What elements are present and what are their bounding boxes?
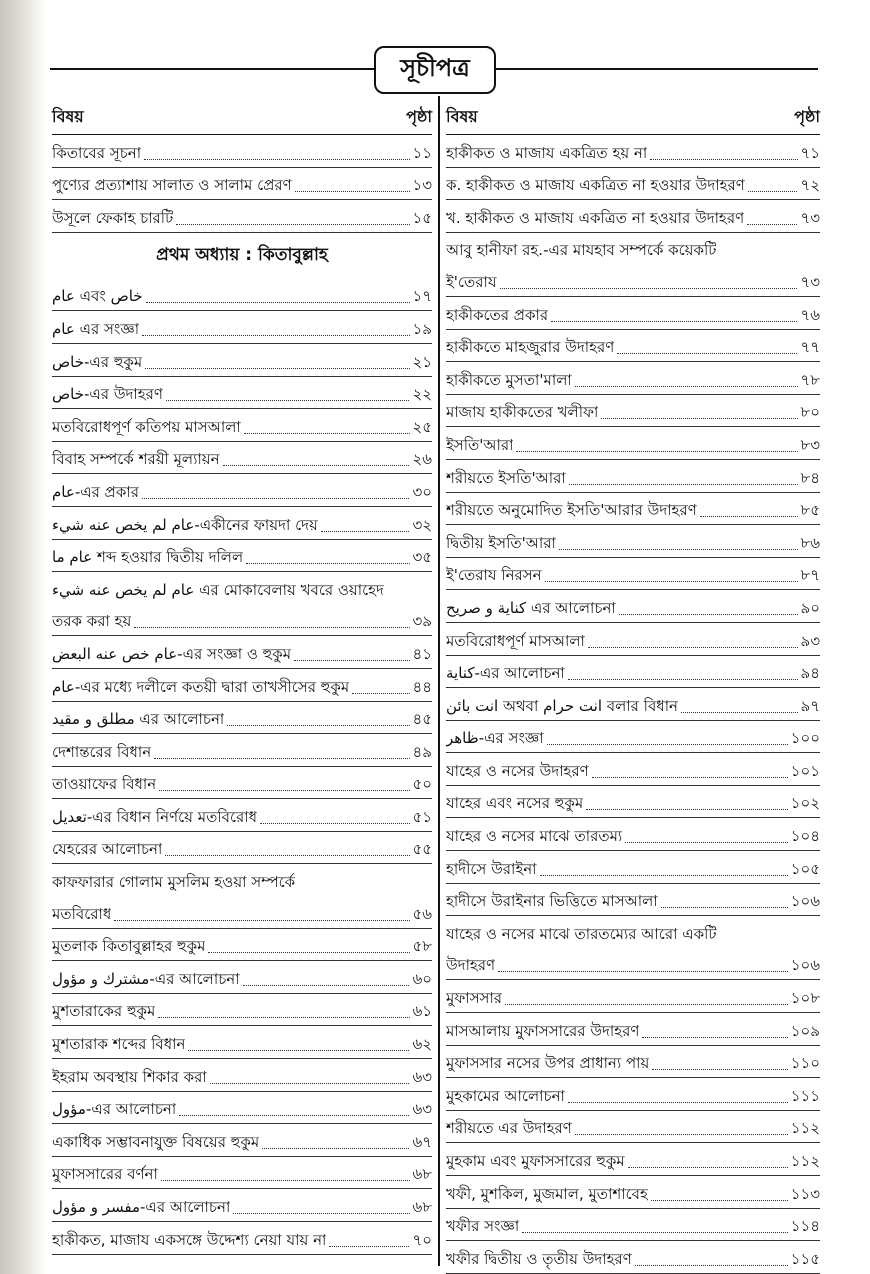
entry-page-number: ৭৬	[800, 305, 820, 324]
entry-title: عام ما শব্দ হওয়ার দ্বিতীয় দলিল	[52, 548, 244, 567]
entry-title: খফীর দ্বিতীয় ও তৃতীয় উদাহরণ	[446, 1249, 632, 1268]
dot-leader	[652, 1069, 787, 1070]
dot-leader	[617, 353, 797, 354]
entry-page-number: ৬৩	[412, 1100, 432, 1119]
dot-leader	[176, 224, 409, 225]
toc-entry	[446, 168, 820, 201]
entry-page-number: ১০২	[790, 794, 820, 813]
toc-entry	[446, 1078, 820, 1111]
entry-title: উসূলে ফেকাহ চারটি	[52, 208, 174, 227]
entry-page-number: ৮৬	[800, 533, 820, 552]
dot-leader	[294, 660, 409, 661]
toc-entry	[52, 279, 432, 312]
page-header: পৃষ্ঠা	[794, 106, 820, 126]
right-column-header	[446, 100, 820, 135]
entry-page-number: ২১	[412, 352, 432, 371]
toc-entry	[52, 1157, 432, 1190]
dot-leader	[498, 971, 788, 972]
toc-entry	[52, 377, 432, 410]
entry-title: মুহকাম এবং মুফাসসারের হুকুম	[446, 1152, 625, 1170]
toc-entry	[446, 525, 820, 558]
toc-entry	[446, 1241, 820, 1274]
entry-page-number: ৩৯	[412, 612, 432, 631]
toc-entry	[52, 1222, 432, 1255]
dot-leader	[635, 1265, 788, 1266]
toc-entry	[52, 1189, 432, 1222]
entry-title: খফী, মুশকিল, মুজমাল, মুতাশাবেহ	[446, 1184, 648, 1203]
entry-page-number: ৬৩	[412, 1067, 432, 1086]
toc-entry	[446, 1111, 820, 1144]
entry-title: عام-এর মধ্যে দলীলে কতয়ী দ্বারা তাখসীসের হুকুম	[52, 677, 350, 696]
entry-page-number: ৯৭	[800, 696, 820, 715]
dot-leader	[114, 920, 409, 921]
dot-leader	[700, 516, 798, 517]
entry-title: তরক করা হয়	[52, 612, 132, 631]
entry-title: হাদীসে উরাইনা	[446, 859, 537, 878]
toc-entry	[446, 786, 820, 819]
dot-leader	[244, 433, 410, 434]
dot-leader	[321, 531, 410, 532]
toc-entry	[52, 1026, 432, 1059]
toc-entry	[446, 753, 820, 786]
toc-entry	[446, 558, 820, 591]
entry-page-number: ১১৫	[790, 1249, 820, 1268]
dot-leader	[650, 159, 797, 160]
entry-title: ইসতি'আরা	[446, 435, 514, 454]
entry-page-number: ৪৪	[412, 677, 432, 696]
toc-entry	[446, 1143, 820, 1176]
toc-entry	[446, 493, 820, 526]
entry-title: তাওয়াফের বিধান	[52, 775, 157, 794]
toc-entry	[52, 311, 432, 344]
entry-page-number: ৬১	[412, 1002, 432, 1021]
entry-page-number: ৮০	[800, 403, 820, 422]
entry-title: كناية-এর আলোচনা	[446, 664, 565, 683]
toc-entry	[52, 540, 432, 573]
dot-leader	[142, 335, 409, 336]
dot-leader	[179, 1115, 409, 1116]
entry-title: মতবিরোধ	[52, 904, 112, 923]
entry-page-number: ১১	[412, 143, 432, 162]
entry-page-number: ২৬	[412, 450, 432, 469]
dot-leader	[588, 647, 798, 648]
entry-title: মুফাসসার	[446, 989, 503, 1008]
entry-title: হাকীকতে মাহজুরার উদাহরণ	[446, 338, 615, 357]
entry-title: যেহরের আলোচনা	[52, 840, 163, 859]
toc-entry	[52, 1092, 432, 1125]
entry-page-number: ৯০	[800, 598, 820, 617]
dot-leader	[161, 1180, 410, 1181]
dot-leader	[540, 875, 788, 876]
entry-title: যাহের ও নসের মাঝে তারতম্যের আরো একটি	[446, 924, 717, 943]
entry-title: مشترك و مؤول-এর আলোচনা	[52, 969, 240, 988]
toc-entry	[52, 734, 432, 767]
entry-title: মাসআলায় মুফাসসারের উদাহরণ	[446, 1021, 640, 1040]
entry-page-number: ৩০	[412, 482, 432, 501]
entry-page-number: ১০৯	[790, 1021, 820, 1040]
entry-page-number: ৬৮	[412, 1165, 432, 1184]
entry-title: عام এর সংজ্ঞা	[52, 319, 140, 338]
toc-entry	[446, 916, 820, 948]
toc-entry	[52, 864, 432, 896]
toc-entry	[446, 427, 820, 460]
entry-title: خاص-এর উদাহরণ	[52, 385, 163, 404]
entry-title: মতবিরোধপূর্ণ মাসআলা	[446, 631, 585, 650]
dot-leader	[142, 498, 410, 499]
dot-leader	[165, 855, 409, 856]
entry-page-number: ১১২	[790, 1119, 820, 1138]
entry-title: كناية و صريح এর আলোচনা	[446, 598, 616, 617]
entry-page-number: ৭১	[800, 143, 820, 162]
toc-entry	[52, 636, 432, 669]
dot-leader	[569, 484, 798, 485]
entry-page-number: ৫৮	[412, 937, 432, 956]
toc-entry	[446, 948, 820, 981]
entry-title: খফীর সংজ্ঞা	[446, 1217, 520, 1236]
column-divider	[438, 96, 440, 1266]
page-header: পৃষ্ঠা	[406, 106, 432, 126]
dot-leader	[628, 1167, 788, 1168]
dot-leader	[551, 321, 797, 322]
entry-page-number: ৭৩	[800, 208, 820, 227]
toc-entry	[446, 721, 820, 754]
entry-page-number: ৬২	[412, 1035, 432, 1054]
entry-title: কাফফারার গোলাম মুসলিম হওয়া সম্পর্কে	[52, 873, 296, 892]
dot-leader	[651, 1200, 788, 1201]
toc-entry	[446, 851, 820, 884]
entry-title: عام لم يخص عنه شيء এর মোকাবেলায় খবরে ওয়াহেদ	[52, 580, 384, 599]
toc-entry	[52, 604, 432, 637]
dot-leader	[188, 1050, 409, 1051]
dot-leader	[568, 679, 798, 680]
toc-entry	[446, 590, 820, 623]
dot-leader	[559, 549, 798, 550]
entry-title: মুতলাক কিতাবুল্লাহর হুকুম	[52, 937, 206, 956]
dot-leader	[642, 1037, 787, 1038]
dot-leader	[210, 1083, 410, 1084]
entry-title: مؤول-এর আলোচনা	[52, 1100, 177, 1119]
entry-page-number: ১৭	[412, 287, 432, 306]
entry-title: একাধিক সম্ভাবনাযুক্ত বিষয়ের হুকুম	[52, 1132, 260, 1151]
dot-leader	[260, 823, 410, 824]
toc-entry	[52, 344, 432, 377]
dot-leader	[681, 712, 798, 713]
dot-leader	[145, 368, 409, 369]
toc-entry	[52, 767, 432, 800]
toc-entry	[446, 460, 820, 493]
entry-page-number: ৮৭	[800, 566, 820, 585]
entry-page-number: ১০১	[790, 761, 820, 780]
entry-title: মুফাসসার নসের উপর প্রাধান্য পায়	[446, 1054, 650, 1073]
entry-page-number: ৫১	[412, 807, 432, 826]
entry-title: মুশতারাক শব্দের বিধান	[52, 1035, 186, 1054]
dot-leader	[619, 614, 798, 615]
toc-entry	[446, 1209, 820, 1242]
chapter-heading: প্রথম অধ্যায় : কিতাবুল্লাহ	[156, 244, 328, 265]
toc-entry	[446, 200, 820, 233]
toc-entry	[446, 1176, 820, 1209]
entry-page-number: ২২	[412, 385, 432, 404]
entry-page-number: ১০০	[790, 729, 820, 748]
entry-title: কিতাবের সূচনা	[52, 143, 142, 162]
entry-page-number: ১৫	[412, 208, 432, 227]
toc-entry	[52, 832, 432, 865]
entry-page-number: ১০৮	[790, 989, 820, 1008]
toc-entry	[446, 395, 820, 428]
toc-entry	[446, 656, 820, 689]
entry-title: عام لم يخص عنه شيء-একীনের ফায়দা দেয়	[52, 515, 318, 534]
page-title: সূচীপত্র	[374, 46, 496, 94]
entry-title: انت بائن অথবা انت حرام বলার বিধান	[446, 696, 678, 715]
dot-leader	[575, 386, 798, 387]
entry-page-number: ১১১	[790, 1086, 820, 1105]
dot-leader	[166, 400, 410, 401]
toc-entry	[52, 994, 432, 1027]
entry-title: ক. হাকীকত ও মাজায একত্রিত না হওয়ার উদাহরণ	[446, 176, 745, 195]
entry-page-number: ২৫	[412, 417, 432, 436]
entry-title: হাকীকত ও মাজায একত্রিত হয় না	[446, 143, 648, 162]
toc-entry	[446, 980, 820, 1013]
entry-title: হাদীসে উরাইনার ভিত্তিতে মাসআলা	[446, 892, 658, 911]
entry-title: দেশান্তরের বিধান	[52, 742, 152, 761]
dot-leader	[208, 952, 409, 953]
entry-page-number: ৫৬	[412, 904, 432, 923]
entry-title: تعديل-এর বিধান নির্ণয়ে মতবিরোধ	[52, 807, 257, 826]
dot-leader	[575, 1134, 788, 1135]
dot-leader	[227, 725, 409, 726]
entry-title: مفسر و مؤول-এর আলোচনা	[52, 1198, 231, 1216]
entry-page-number: ১০৫	[790, 859, 820, 878]
entry-page-number: ৪৯	[412, 742, 432, 761]
dot-leader	[246, 563, 409, 564]
toc-entry	[446, 330, 820, 363]
dot-leader	[158, 1017, 409, 1018]
dot-leader	[134, 627, 409, 628]
entry-page-number: ১১৩	[790, 1184, 820, 1203]
toc-entry	[52, 409, 432, 442]
dot-leader	[505, 1004, 788, 1005]
dot-leader	[568, 1102, 788, 1103]
entry-title: যাহের ও নসের উদাহরণ	[446, 761, 589, 780]
dot-leader	[547, 744, 788, 745]
entry-page-number: ১১০	[790, 1054, 820, 1073]
page-gutter-shadow	[0, 0, 46, 1274]
entry-title: শরীয়তে অনুমোদিত ইসতি'আরার উদাহরণ	[446, 501, 697, 520]
entry-title: عام এবং خاص	[52, 287, 143, 306]
entry-page-number: ৯৩	[800, 631, 820, 650]
toc-entry	[446, 1046, 820, 1079]
dot-leader	[748, 191, 798, 192]
dot-leader	[295, 191, 410, 192]
entry-page-number: ৮৫	[800, 501, 820, 520]
dot-leader	[500, 288, 798, 289]
toc-entry	[52, 961, 432, 994]
entry-page-number: ৫৫	[412, 840, 432, 859]
entry-page-number: ৪১	[412, 644, 432, 663]
toc-entry	[446, 688, 820, 721]
entry-page-number: ৭২	[800, 176, 820, 195]
toc-entry	[52, 799, 432, 832]
dot-leader	[601, 418, 797, 419]
dot-leader	[233, 1213, 409, 1214]
entry-title: ইহরাম অবস্থায় শিকার করা	[52, 1067, 207, 1086]
entry-title: মুহকামের আলোচনা	[446, 1086, 565, 1105]
entry-page-number: ৮৪	[800, 468, 820, 487]
entry-page-number: ১০৬	[790, 892, 820, 911]
toc-entry	[52, 135, 432, 168]
entry-title: خاص-এর হুকুম	[52, 352, 143, 371]
toc-entry	[446, 362, 820, 395]
toc-entry	[446, 818, 820, 851]
dot-leader	[545, 581, 798, 582]
entry-title: হাকীকত, মাজায একসঙ্গে উদ্দেশ্য নেয়া যায় না	[52, 1230, 327, 1249]
dot-leader	[522, 1232, 788, 1233]
entry-title: শরীয়তে এর উদাহরণ	[446, 1119, 572, 1138]
intro-list	[52, 135, 432, 233]
entry-page-number: ৬৮	[412, 1198, 432, 1216]
entry-page-number: ৫০	[412, 775, 432, 794]
dot-leader	[625, 842, 788, 843]
dot-leader	[243, 985, 410, 986]
toc-entry	[52, 200, 432, 233]
entry-page-number: ১০৬	[790, 956, 820, 975]
toc-entry	[446, 1013, 820, 1046]
toc-entry	[446, 135, 820, 168]
entry-title: ই'তেরায	[446, 272, 497, 291]
entry-page-number: ৯৪	[800, 664, 820, 683]
entry-title: ই'তেরায নিরসন	[446, 566, 542, 585]
entry-page-number: ১১২	[790, 1152, 820, 1170]
entry-page-number: ৩৫	[412, 548, 432, 567]
toc-entry	[52, 669, 432, 702]
entry-page-number: ৭৩	[800, 272, 820, 291]
entry-page-number: ৭০	[412, 1230, 432, 1249]
dot-leader	[592, 777, 788, 778]
subject-header: বিষয়	[52, 106, 84, 126]
toc-entry	[52, 1059, 432, 1092]
entry-title: عام خص عنه البعض-এর সংজ্ঞা ও হুকুম	[52, 644, 292, 663]
entry-page-number: ৪৫	[412, 710, 432, 729]
entry-page-number: ৩২	[412, 515, 432, 534]
entry-title: যাহের ও নসের মাঝে তারতম্য	[446, 827, 623, 846]
entry-title: বিবাহ সম্পর্কে শরয়ী মূল্যায়ন	[52, 450, 220, 469]
dot-leader	[223, 465, 410, 466]
dot-leader	[144, 159, 409, 160]
entry-title: আবু হানীফা রহ.-এর মাযহাব সম্পর্কে কয়েকটি	[446, 241, 717, 260]
dot-leader	[516, 451, 797, 452]
entry-title: হাকীকতের প্রকার	[446, 305, 549, 324]
toc-entry	[52, 896, 432, 929]
entry-page-number: ১৯	[412, 319, 432, 338]
entry-page-number: ১৩	[412, 176, 432, 195]
entry-page-number: ৬৭	[412, 1132, 432, 1151]
subject-header: বিষয়	[446, 106, 478, 126]
toc-entry	[52, 474, 432, 507]
entry-page-number: ১১৪	[790, 1217, 820, 1236]
toc-entry	[446, 297, 820, 330]
toc-entry	[446, 233, 820, 265]
right-column	[446, 100, 820, 1274]
entry-page-number: ৭৮	[800, 370, 820, 389]
entry-title: হাকীকতে মুসতা'মালা	[446, 370, 572, 389]
entry-title: মাজায হাকীকতের খলীফা	[446, 403, 599, 422]
entry-title: পুণ্যের প্রত্যাশায় সালাত ও সালাম প্রেরণ	[52, 176, 292, 195]
entry-title: মতবিরোধপূর্ণ কতিপয় মাসআলা	[52, 417, 241, 436]
dot-leader	[661, 907, 788, 908]
entry-title: مطلق و مقيد এর আলোচনা	[52, 710, 225, 729]
left-column-header	[52, 100, 432, 135]
left-entry-list	[52, 279, 432, 1255]
toc-entry	[446, 884, 820, 917]
entry-title: ظاهر-এর সংজ্ঞা	[446, 729, 544, 748]
entry-page-number: ৭৭	[800, 338, 820, 357]
toc-entry	[52, 702, 432, 735]
entry-title: মুশতারাকের হুকুম	[52, 1002, 156, 1021]
entry-title: মুফাসসারের বর্ণনা	[52, 1165, 158, 1184]
entry-title: عام-এর প্রকার	[52, 482, 139, 501]
toc-entry	[52, 507, 432, 540]
dot-leader	[329, 1246, 409, 1247]
toc-entry	[446, 623, 820, 656]
entry-page-number: ৮৩	[800, 435, 820, 454]
dot-leader	[154, 758, 409, 759]
toc-entry	[52, 572, 432, 604]
toc-entry	[52, 442, 432, 475]
right-entry-list	[446, 135, 820, 1274]
entry-page-number: ১০৪	[790, 827, 820, 846]
dot-leader	[262, 1148, 409, 1149]
toc-entry	[52, 929, 432, 962]
toc-entry	[446, 264, 820, 297]
toc-entry	[52, 168, 432, 201]
entry-title: দ্বিতীয় ইসতি'আরা	[446, 533, 556, 552]
entry-title: উদাহরণ	[446, 956, 496, 975]
dot-leader	[586, 809, 788, 810]
entry-title: শরীয়তে ইসতি'আরা	[446, 468, 566, 487]
toc-entry	[52, 1124, 432, 1157]
dot-leader	[159, 790, 409, 791]
entry-title: খ. হাকীকত ও মাজায একত্রিত না হওয়ার উদাহরণ	[446, 208, 745, 227]
dot-leader	[352, 693, 409, 694]
entry-page-number: ৬০	[412, 969, 432, 988]
dot-leader	[146, 302, 410, 303]
entry-title: যাহের এবং নসের হুকুম	[446, 794, 584, 813]
dot-leader	[747, 224, 797, 225]
left-column	[52, 100, 432, 1255]
